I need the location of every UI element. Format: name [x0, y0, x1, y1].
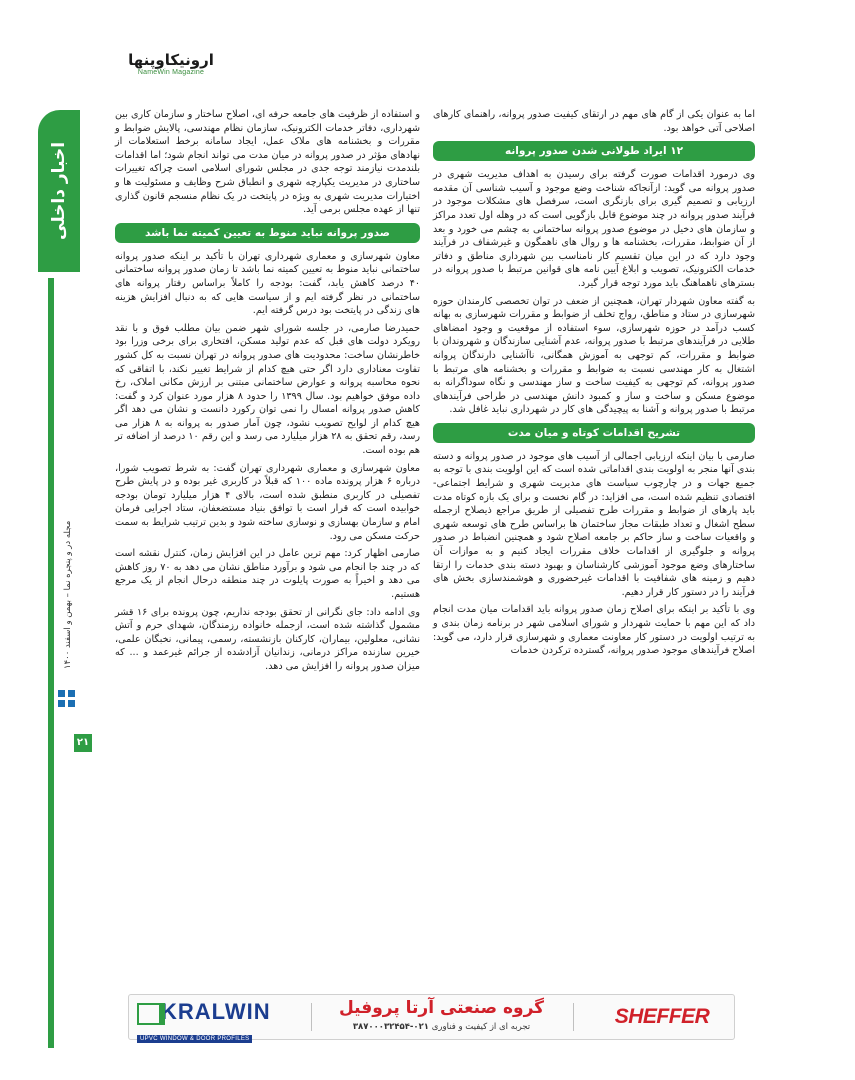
kralwin-wordmark: KRALWIN [135, 999, 305, 1025]
paragraph: معاون شهرسازی و معماری شهرداری تهران با تأکید بر اینکه صدور پروانه ساختمانی نباید منوط به تعیین کمیته نما باشد تا زمان صدور پروانه ساختمانی ۴۰ درصد کاهش یابد، گفت: بودجه را کاملاً براساس رفتار پروانه های ساختمانی در نظر گرفته ایم و از سیاست هایی که به دنبال افزایش هزینه های زندگی در پایتخت بود درس گرفته ایم. [115, 250, 420, 317]
paragraph: به گفته معاون شهردار تهران، همچنین از ضعف در توان تخصصی کارمندان حوزه شهرسازی در ستاد و مناطق، رواج تخلف از ضوابط و مقررات شهرسازی به بهانه کسب درآمد در حوزه شهرسازی، سوء استفاده از موقعیت و وجود امضاهای طلایی در فرآیندهای مرتبط با صدور پروانه، عدم آشنایی سازندگان و شهروندان با ضوابط و مقررات، کم توجهی به آموزش همگانی، ناآشنایی دارندگان پروانه اشتغال به کار مهندسی نسبت به ضوابط و مقررات و بخشنامه های مرتبط با صدور پروانه، کم توجهی به کیفیت ساخت و ساز مهندسی و نگاه سوداگرانه به موضوع مسکن و ساخت و ساز و کمبود دانش مهندسی در طراحی فرآیندهای مرتبط با صدور پروانه و آشنا به پیچیدگی های کار در شهرداری نباید غافل شد. [433, 295, 755, 416]
magazine-logo [128, 52, 214, 80]
banner-divider [573, 1003, 574, 1031]
paragraph: و استفاده از ظرفیت های جامعه حرفه ای، اصلاح ساختار و سازمان کاری بین شهرداری، دفاتر خدمات الکترونیک، سازمان نظام مهندسی، پالایش ضوابط و مقررات و بخشنامه های ملاک عمل، ایجاد سامانه برخط استعلامات از نهادهای مؤثر در صدور پروانه در میان مدت می تواند انجام شود؛ اما اقدامات بلندمدت نیازمند توجه جدی در مجلس شورای اسلامی است چراکه تغییرات ساختاری در مدیریت یکپارچه شهری و انطباق شرح وظایف و مسئولیت ها و اختیارات مدیریت شهری به ویژه در پایتخت در یک نظام منسجم قانون گذاری تنها از عهده مجلس برمی آید. [115, 109, 420, 216]
banner-phone: ۰۲۱-۳۸۷۰۰۰۳۲۴۵۴ [352, 1022, 429, 1032]
banner-title: گروه صنعتی آرتا پروفیل [338, 998, 545, 1018]
kralwin-logo [135, 999, 305, 1042]
issue-label: مجله در و پنجره نما – بهمن و اسفند ۱۴۰۰ [63, 520, 73, 670]
paragraph: اما به عنوان یکی از گام های مهم در ارتقای کیفیت صدور پروانه، راهنمای کارهای اصلاحی آتی خواهد بود. [433, 109, 755, 134]
paragraph: صارمی اظهار کرد: مهم ترین عامل در این افزایش زمان، کنترل نقشه است که در چند جا انجام می شود و برآورد مناطق نشان می دهد به ۷۰ روز کاهش می دهد و اخیراً به صورت پایلوت در چند منطقه درحال انجام از یک مرجع هستیم. [115, 548, 421, 600]
article-column-right [433, 108, 755, 1038]
sheffer-logo [602, 1001, 722, 1033]
banner-slogan-text: تجربه ای از کیفیت و فناوری [431, 1022, 531, 1032]
paragraph: وی با تأکید بر اینکه برای اصلاح زمان صدور پروانه باید اقدامات میان مدت انجام داد که این مهم با حمایت شهردار و شورای اسلامی شهر در برنامه زمان بندی و به ترتیب اولویت در دستور کار معاونت معماری و شهرسازی قرار دارد، می گوید: اصلاح فرآیندهای موجود صدور پروانه، گسترده ترکردن خدمات [433, 604, 755, 657]
paragraph: حمیدرضا صارمی، در جلسه شورای شهر ضمن بیان مطلب فوق و با نقد رویکرد دولت های قبل که عدم تولید مسکن، افتخاری برای برخی وزرا بود خاطرنشان ساخت: محدودیت های صدور پروانه در تهران نسبت به کل کشور تفاوت معناداری دارد اگر حتی هیچ کدام از شرایط تغییر نکند، با اتفاقی که نحوه محاسبه پروانه و عوارض ساختمانی مبتنی بر ارزش مکانی املاک، رخ داده موفق خواهیم بود. سال ۱۳۹۹ را حدود ۸ هزار مورد عنوان کرد و گفت: کاهش صدور پروانه امسال را نمی توان رکورد دانست و نشان می دهد اگر هیچ کدام از لوایح تصویب نشود، چون آمار صدور به پروانه به ۸ هزار می رسد، رقم تحقق به ۲۸ هزار میلیارد می رسد و این رقم ۱۰ درصد از اضافه تر هم بوده است. [115, 322, 421, 457]
sheffer-wordmark: SHEFFER [614, 1005, 710, 1028]
section-heading: صدور پروانه نباید منوط به تعیین کمیته نما باشد [115, 223, 420, 243]
section-tab [38, 110, 80, 272]
paragraph: معاون شهرسازی و معماری شهرداری تهران گفت: به شرط تصویب شورا، درباره ۶ هزار پرونده ماده ۱۰۰ که قبلاً در کاربری غیر بوده و در پایش طرح تفصیلی در کاربری منطبق شده است، بالای ۴ هزار میلیارد تومان بودجه خوابیده است که قرار است با توافق بنیاد مستضعفان، ستاد اجرایی فرمان امام و سازمان بهسازی و نوسازی ساخته شود و بدین ترتیب شرایط به سمت حرکت مسکن می رود. [115, 462, 420, 542]
kralwin-tagline: UPVC WINDOW & DOOR PROFILES [137, 1035, 252, 1043]
banner-divider [311, 1003, 312, 1031]
paragraph: وی ادامه داد: جای نگرانی از تحقق بودجه نداریم، چون پرونده برای ۱۶ قشر مشمول گذاشته شده است، ازجمله خانواده رزمندگان، شهدای حرم و آتش نشانی، معلولین، بیماران، کارکنان بازنشسته، رسمی، پیمانی، نخبگان علمی، خیرین سازنده مراکز درمانی، زندانیان آزادشده از جرائم غیرعمد و ... که میزان صدور پروانه را افزایش می دهد. [115, 606, 420, 672]
paragraph: صارمی با بیان اینکه ارزیابی اجمالی از آسیب های موجود در صدور پروانه و دسته بندی آنها منجر به اولویت بندی اقداماتی شده است که این اولویت بندی با توجه به جمیع جهات و در چارچوب سیاست های مدیریت شهری و شرایط اجتماعی- اقتصادی تنظیم شده است، می افزاید: در گام نخست و برای یک بازه کوتاه مدت باید پارهای از ضوابط و مقررات طرح تفصیلی از طریق مراجع ذیصلاح ازجمله سطح اشغال و تعداد طبقات مجاز ساختمان ها براساس طرح های توسعه شهری و واقعیات ساخت و ساز حاکم بر جامعه اصلاح شود و همچنین انضباط در صدور پروانه و جلوگیری از اقدامات خلاف مقررات ایجاد کنیم و به موازات آن ساختارهای وضع موجود آموزشی کارشناسان و بهبود دسته بندی خدمات را ارتقا دهیم و زمینه های شفافیت با اقدامات غیرحضوری و هوشمندسازی بخش های فرآیند را در دستور کار قرار دهیم. [433, 450, 755, 598]
advertisement-banner[interactable] [128, 994, 735, 1040]
banner-text [319, 997, 564, 1037]
article-column-left [115, 108, 420, 1038]
logo-subtitle: NameWin Magazine [137, 69, 205, 76]
magazine-grid-icon [58, 690, 76, 708]
page-number: ۲۱ [74, 734, 92, 752]
section-heading: ۱۲ ایراد طولانی شدن صدور پروانه [433, 141, 755, 161]
banner-slogan [319, 1019, 564, 1035]
paragraph: وی درمورد اقدامات صورت گرفته برای رسیدن به اهداف مدیریت شهری در صدور پروانه می گوید: ازآنجاکه شناخت وضع موجود و آسیب شناسی آن مقدمه ارزیابی و تصمیم گیری برای بازنگری است، سرفصل های مشکلات موجود در فرآیند صدور پروانه در چند موضوع قابل بازگویی است که در وهله اول تعدد مراکز و سازمان های دخیل در موضوع صدور پروانه ساختمانی به چشم می خورد و بعد از آن ضوابط، مقررات، بخشنامه ها و روال های ناهمگون و غیرشفاف در فرآیند وجود دارد که در این میان تقسیم کار نامناسب بین شهرداری مناطق و دفاتر خدمات الکترونیک، تصویب و ابلاغ آیین نامه های قوانین مرتبط با صدور پروانه در بسترهای ناهماهنگ باید مورد توجه قرار گیرد. [433, 169, 755, 289]
logo-title: ارونیکاوپنها [128, 51, 214, 69]
section-title: اخبار داخلی [49, 141, 69, 241]
section-heading: تشریح اقدامات کوتاه و میان مدت [433, 423, 755, 443]
side-accent-line [48, 278, 54, 1048]
